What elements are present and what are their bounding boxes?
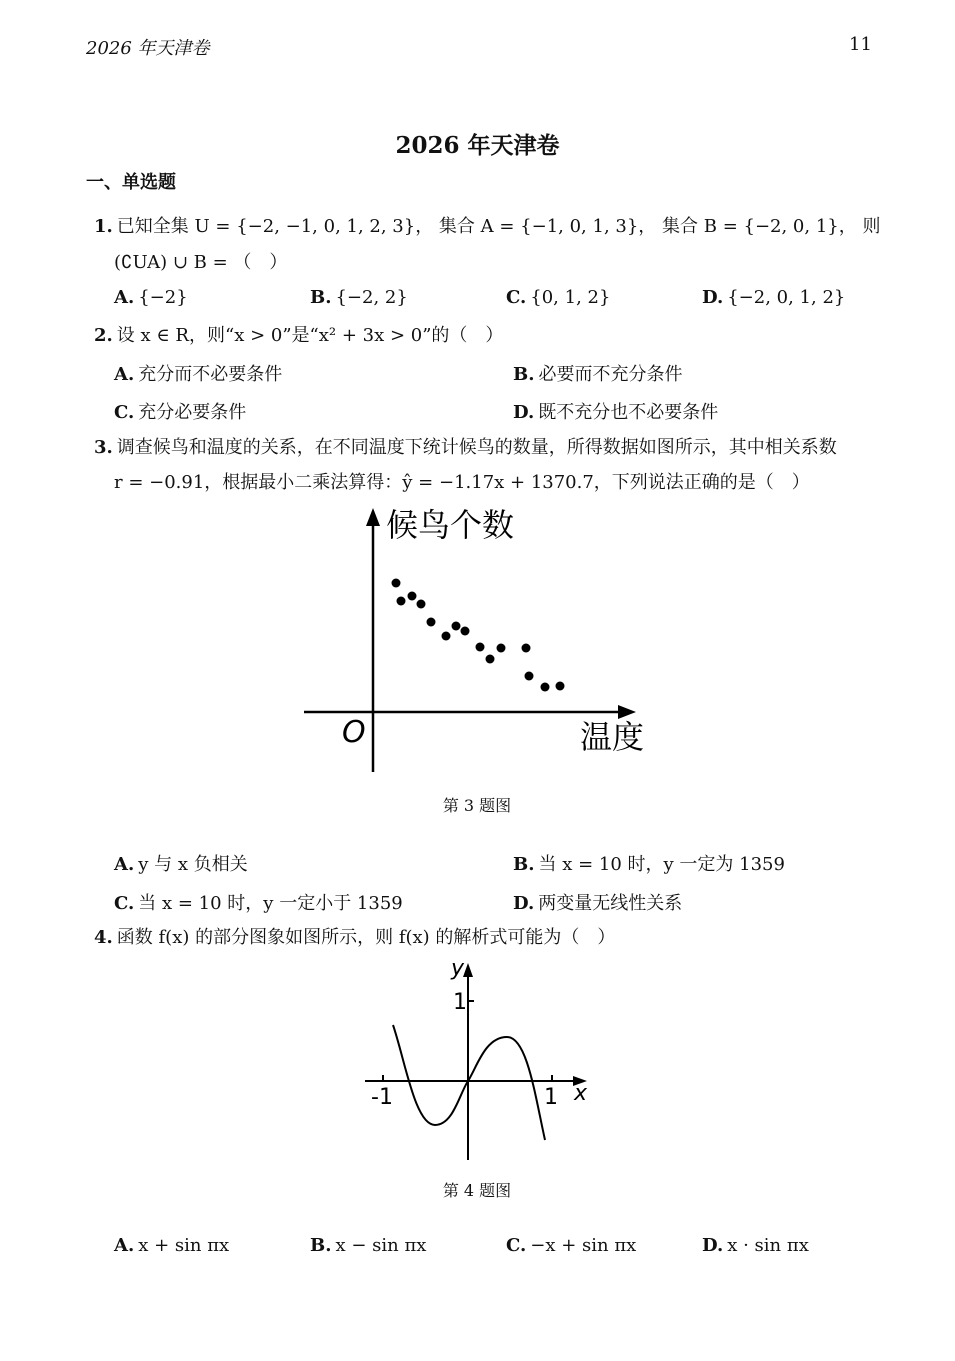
question-number: 3. bbox=[94, 437, 113, 458]
question-text: 函数 f(x) 的部分图象如图所示，则 f(x) 的解析式可能为（ ） bbox=[116, 927, 616, 948]
question-1-option-a[interactable]: A. {−2} bbox=[114, 287, 188, 308]
figure-3-caption: 第 3 题图 bbox=[442, 796, 512, 815]
data-point bbox=[461, 627, 470, 636]
question-2-option-a[interactable]: A. 充分而不必要条件 bbox=[114, 364, 283, 385]
question-1-option-c[interactable]: C. {0, 1, 2} bbox=[506, 287, 611, 308]
question-3-option-d[interactable]: D. 两变量无线性关系 bbox=[513, 893, 683, 914]
y-tick-label: 1 bbox=[453, 990, 467, 1015]
data-point bbox=[476, 643, 485, 652]
data-point bbox=[452, 622, 461, 631]
data-point bbox=[408, 592, 417, 601]
y-axis-label: y bbox=[451, 956, 465, 981]
question-text: 设 x ∈ R，则“x > 0”是“x² + 3x > 0”的（ ） bbox=[116, 325, 504, 346]
x-tick-label-pos: 1 bbox=[544, 1085, 558, 1110]
x-tick-label-neg: -1 bbox=[371, 1085, 393, 1110]
scatter-points bbox=[392, 579, 565, 692]
y-axis-arrow bbox=[463, 963, 473, 977]
paper-title: 2026 年天津卷 bbox=[395, 132, 560, 159]
section-heading: 一、单选题 bbox=[86, 172, 176, 193]
question-number: 2. bbox=[94, 325, 113, 346]
data-point bbox=[497, 644, 506, 653]
function-graph-figure bbox=[355, 955, 600, 1165]
data-point bbox=[427, 618, 436, 627]
question-text: 调查候鸟和温度的关系，在不同温度下统计候鸟的数量，所得数据如图所示，其中相关系数 bbox=[116, 437, 837, 458]
question-1-stem-line2: (∁UA) ∪ B = （ ） bbox=[114, 252, 288, 273]
question-4-stem bbox=[94, 923, 615, 949]
question-number: 4. bbox=[94, 927, 113, 948]
data-point bbox=[541, 683, 550, 692]
question-1-option-b[interactable]: B. {−2, 2} bbox=[310, 287, 408, 308]
question-3-option-b[interactable]: B. 当 x = 10 时，y 一定为 1359 bbox=[513, 854, 785, 875]
question-4-option-b[interactable]: B. x − sin πx bbox=[310, 1235, 427, 1256]
question-number: 1. bbox=[94, 216, 113, 237]
question-1-stem bbox=[94, 212, 880, 238]
figure-4-caption: 第 4 题图 bbox=[442, 1181, 512, 1200]
data-point bbox=[556, 682, 565, 691]
question-text: 已知全集 U = {−2, −1, 0, 1, 2, 3}， 集合 A = {−1, 0, 1, 3}， 集合 B = {−2, 0, 1}， 则 bbox=[116, 216, 881, 237]
question-2-option-d[interactable]: D. 既不充分也不必要条件 bbox=[513, 402, 719, 423]
question-3-option-a[interactable]: A. y 与 x 负相关 bbox=[114, 854, 248, 875]
origin-label: O bbox=[342, 715, 366, 750]
question-4-option-c[interactable]: C. −x + sin πx bbox=[506, 1235, 637, 1256]
data-point bbox=[417, 600, 426, 609]
question-3-stem bbox=[94, 433, 837, 459]
scatter-figure bbox=[290, 500, 670, 780]
data-point bbox=[397, 597, 406, 606]
x-axis-label: 温度 bbox=[580, 718, 645, 756]
data-point bbox=[522, 644, 531, 653]
question-3-option-c[interactable]: C. 当 x = 10 时，y 一定小于 1359 bbox=[114, 893, 403, 914]
data-point bbox=[525, 672, 534, 681]
question-4-option-a[interactable]: A. x + sin πx bbox=[114, 1235, 230, 1256]
y-axis-arrow bbox=[366, 508, 380, 526]
data-point bbox=[392, 579, 401, 588]
x-axis-arrow bbox=[618, 705, 636, 719]
data-point bbox=[442, 632, 451, 641]
question-3-stem-line2: r = −0.91，根据最小二乘法算得：ŷ = −1.17x + 1370.7，下列说法正确的是（ ） bbox=[114, 472, 810, 493]
question-1-option-d[interactable]: D. {−2, 0, 1, 2} bbox=[702, 287, 846, 308]
question-4-option-d[interactable]: D. x · sin πx bbox=[702, 1235, 809, 1256]
running-header: 2026 年天津卷 bbox=[86, 38, 210, 59]
data-point bbox=[486, 655, 495, 664]
x-axis-label: x bbox=[574, 1081, 588, 1106]
page-number: 11 bbox=[849, 34, 872, 55]
y-axis-label: 候鸟个数 bbox=[386, 506, 515, 544]
question-2-option-c[interactable]: C. 充分必要条件 bbox=[114, 402, 247, 423]
question-2-stem bbox=[94, 321, 503, 347]
question-2-option-b[interactable]: B. 必要而不充分条件 bbox=[513, 364, 683, 385]
